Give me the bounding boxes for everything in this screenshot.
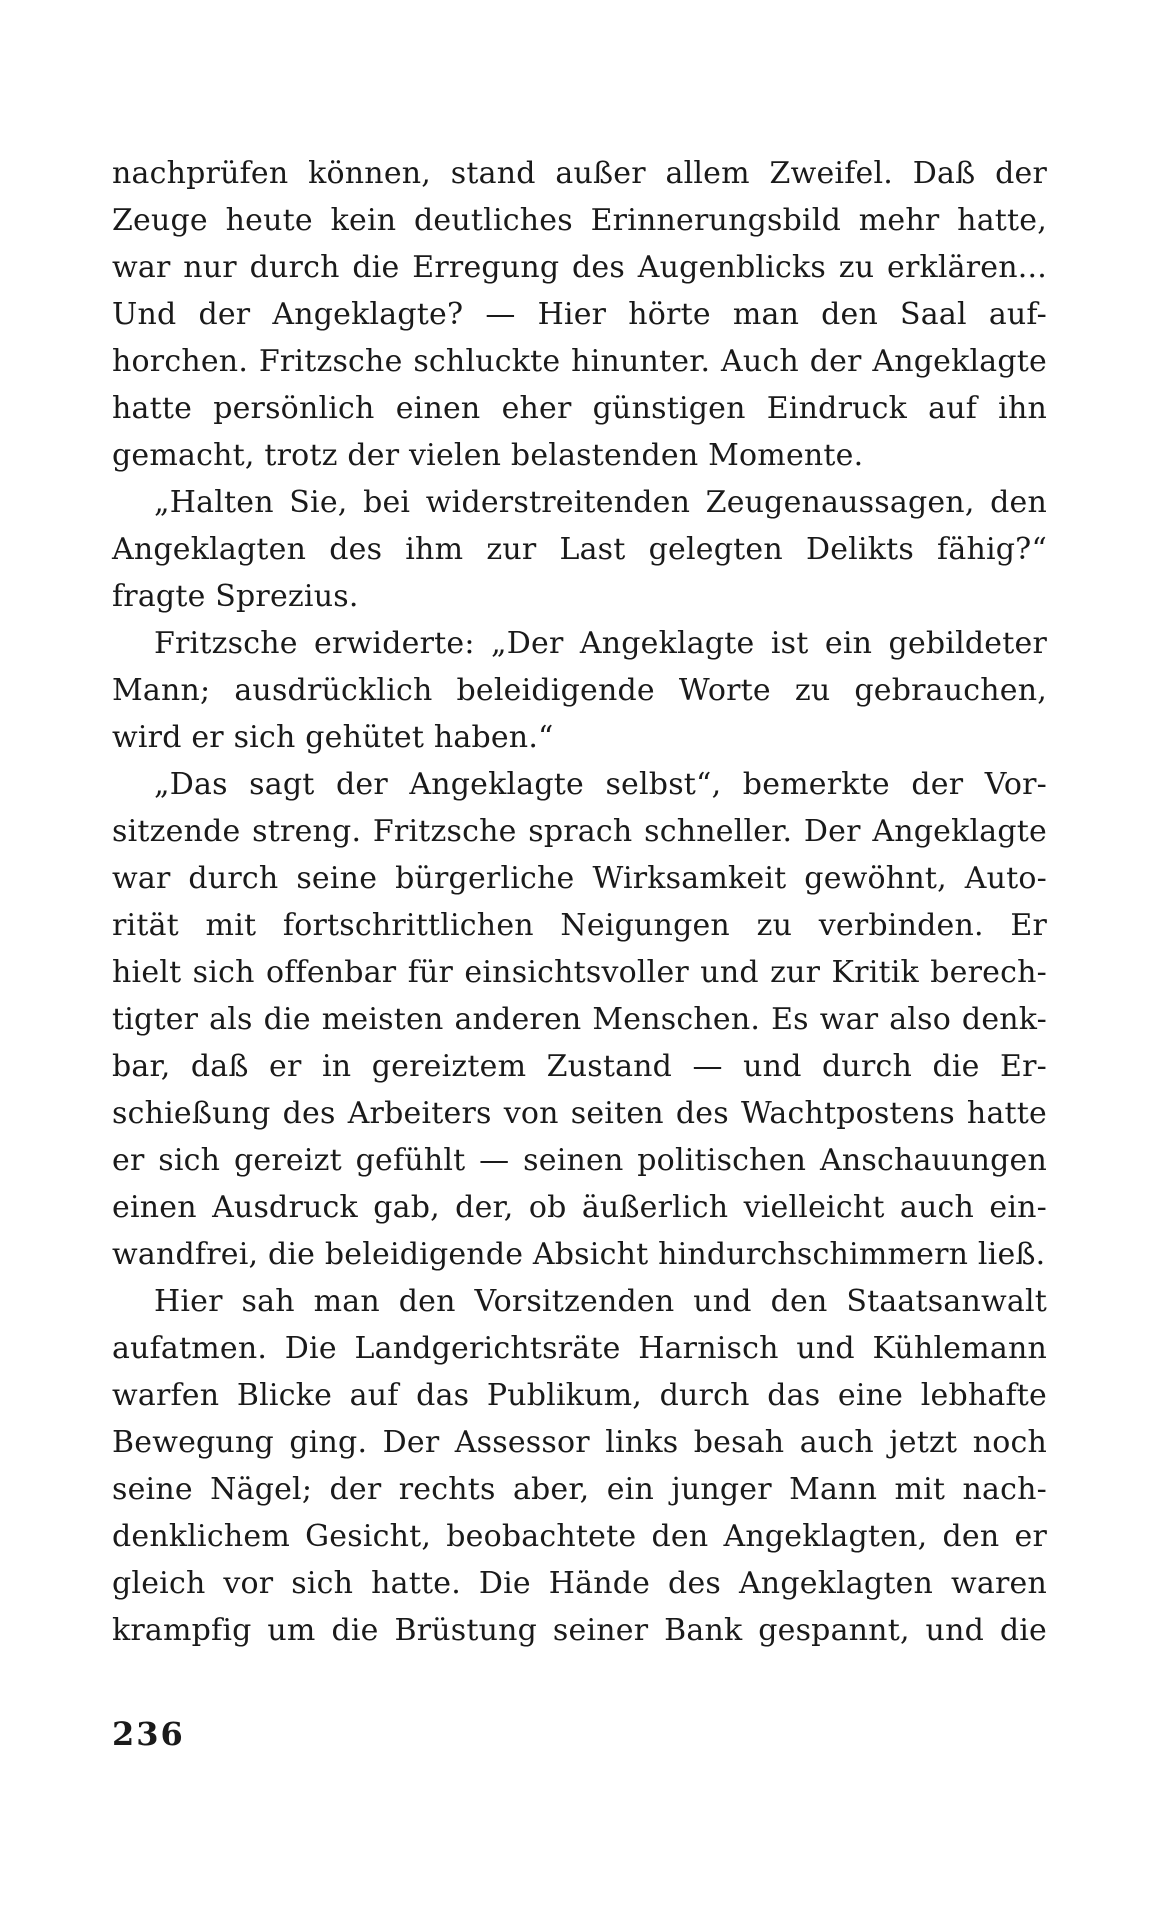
text-line: Fritzsche erwiderte: „Der Angeklagte ist ein gebildeter bbox=[154, 626, 1047, 661]
text-line: aufatmen. Die Landgerichtsräte Harnisch und Kühlemann bbox=[112, 1331, 1047, 1366]
text-line: wird er sich gehütet haben.“ bbox=[112, 720, 554, 755]
text-line: Hier sah man den Vorsitzenden und den Staatsanwalt bbox=[154, 1284, 1047, 1319]
text-line: er sich gereizt gefühlt — seinen politischen Anschauungen bbox=[112, 1143, 1047, 1178]
text-line: war durch seine bürgerliche Wirksamkeit gewöhnt, Auto- bbox=[112, 861, 1047, 896]
body-text bbox=[112, 150, 1047, 1654]
text-line: krampfig um die Brüstung seiner Bank gespannt, und die bbox=[112, 1613, 1047, 1648]
text-line: gemacht, trotz der vielen belastenden Momente. bbox=[112, 438, 864, 473]
page-number: 236 bbox=[112, 1715, 185, 1753]
text-line: warfen Blicke auf das Publikum, durch das eine lebhafte bbox=[112, 1378, 1047, 1413]
text-line: fragte Sprezius. bbox=[112, 579, 359, 614]
text-line: einen Ausdruck gab, der, ob äußerlich vielleicht auch ein- bbox=[112, 1190, 1047, 1225]
text-line: horchen. Fritzsche schluckte hinunter. Auch der Angeklagte bbox=[112, 344, 1047, 379]
text-line: seine Nägel; der rechts aber, ein junger Mann mit nach- bbox=[112, 1472, 1047, 1507]
text-line: denklichem Gesicht, beobachtete den Angeklagten, den er bbox=[112, 1519, 1047, 1554]
text-line: tigter als die meisten anderen Menschen. Es war also denk- bbox=[112, 1002, 1047, 1037]
text-line: hielt sich offenbar für einsichtsvoller und zur Kritik berech- bbox=[112, 955, 1047, 990]
text-line: wandfrei, die beleidigende Absicht hindurchschimmern ließ. bbox=[112, 1237, 1046, 1272]
text-line: „Das sagt der Angeklagte selbst“, bemerkte der Vor- bbox=[154, 767, 1047, 802]
text-line: gleich vor sich hatte. Die Hände des Angeklagten waren bbox=[112, 1566, 1047, 1601]
text-line: Angeklagten des ihm zur Last gelegten Delikts fähig?“ bbox=[112, 532, 1047, 567]
text-line: „Halten Sie, bei widerstreitenden Zeugenaussagen, den bbox=[154, 485, 1047, 520]
text-line: war nur durch die Erregung des Augenblicks zu erklären... bbox=[112, 250, 1047, 285]
text-line: rität mit fortschrittlichen Neigungen zu verbinden. Er bbox=[112, 908, 1047, 943]
text-line: sitzende streng. Fritzsche sprach schneller. Der Angeklagte bbox=[112, 814, 1047, 849]
text-line: schießung des Arbeiters von seiten des Wachtpostens hatte bbox=[112, 1096, 1047, 1131]
text-line: bar, daß er in gereiztem Zustand — und durch die Er- bbox=[112, 1049, 1047, 1084]
text-line: Mann; ausdrücklich beleidigende Worte zu gebrauchen, bbox=[112, 673, 1047, 708]
text-line: Zeuge heute kein deutliches Erinnerungsbild mehr hatte, bbox=[112, 203, 1047, 238]
text-line: hatte persönlich einen eher günstigen Eindruck auf ihn bbox=[112, 391, 1047, 426]
text-line: nachprüfen können, stand außer allem Zweifel. Daß der bbox=[112, 156, 1047, 191]
text-line: Und der Angeklagte? — Hier hörte man den Saal auf- bbox=[112, 297, 1047, 332]
text-line: Bewegung ging. Der Assessor links besah auch jetzt noch bbox=[112, 1425, 1047, 1460]
